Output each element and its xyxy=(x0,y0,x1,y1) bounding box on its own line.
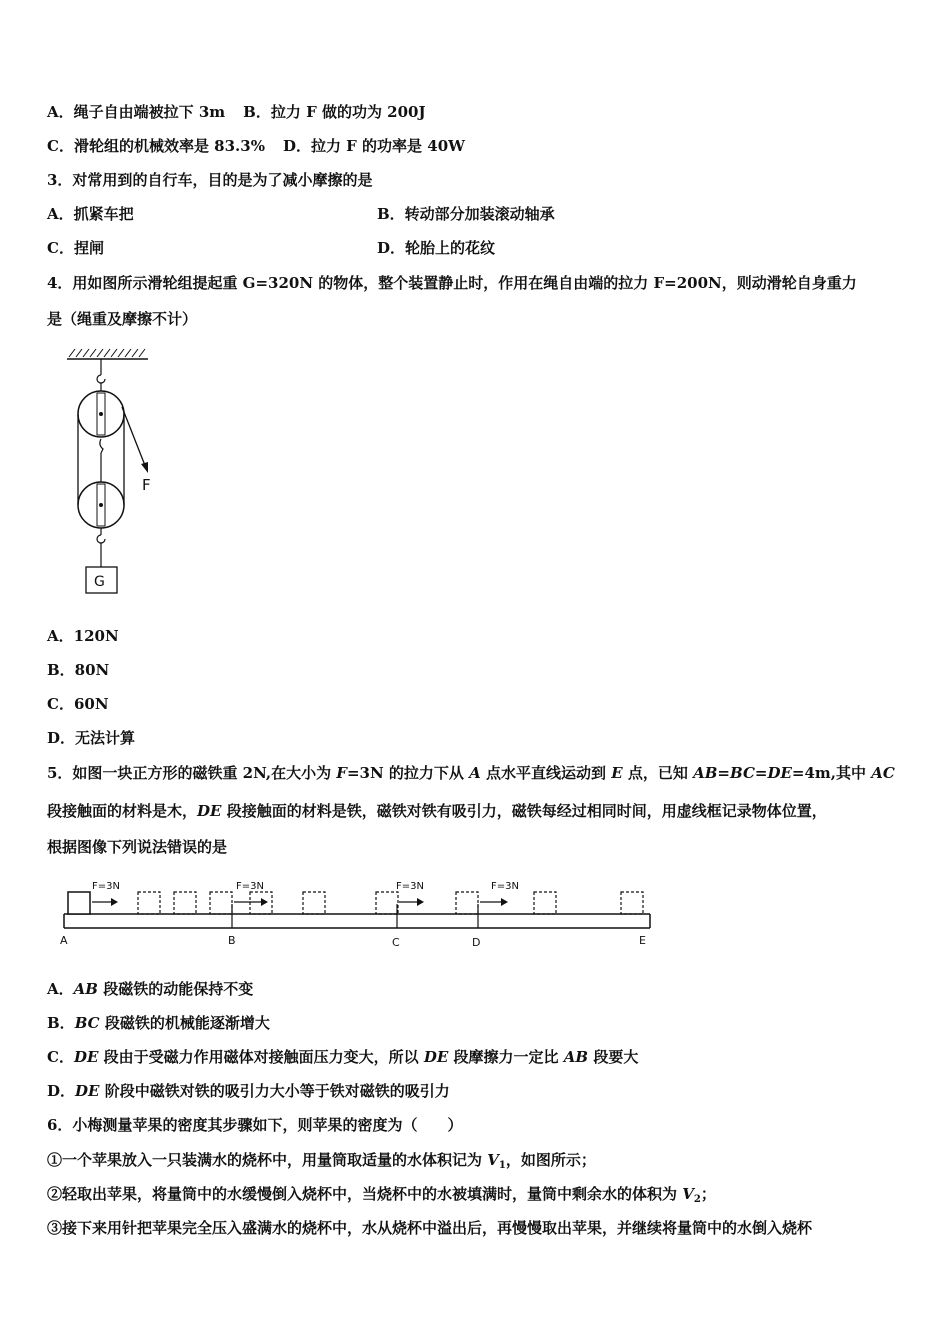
q4-option-b: B．80N xyxy=(47,661,110,679)
force-label-4: F=3N xyxy=(491,881,519,892)
q6-step-1: ①一个苹果放入一只装满水的烧杯中，用量筒取适量的水体积记为 $V_1$，如图所示； xyxy=(47,1151,596,1171)
pulley-force-label: F xyxy=(142,476,151,494)
q3-option-b: B．转动部分加装滚动轴承 xyxy=(377,205,555,223)
q2-option-a: A．绳子自由端被拉下 3m xyxy=(47,103,226,121)
q2-option-c: C．滑轮组的机械效率是 83.3% xyxy=(47,137,265,155)
force-label-2: F=3N xyxy=(236,881,264,892)
q5-stem-line2: 段接触面的材料是木，DE 段接触面的材料是铁，磁铁对铁有吸引力，磁铁每经过相同时间，用虚线框记录物体位置， xyxy=(47,802,827,820)
q5-option-a: A．AB 段磁铁的动能保持不变 xyxy=(47,980,254,998)
q3-stem: 3．对常用到的自行车，目的是为了减小摩擦的是 xyxy=(47,171,373,189)
q2-option-a-b-row xyxy=(47,102,426,122)
q5-option-d: D．DE 阶段中磁铁对铁的吸引力大小等于铁对磁铁的吸引力 xyxy=(47,1082,450,1100)
q4-option-a: A．120N xyxy=(47,627,119,645)
force-label-3: F=3N xyxy=(396,881,424,892)
arrow-icon xyxy=(111,898,118,906)
q2-option-b: B．拉力 F 做的功为 200J xyxy=(243,103,426,121)
arrow-icon xyxy=(501,898,508,906)
q4-option-c: C．60N xyxy=(47,695,109,713)
magnet-track-figure xyxy=(58,874,660,956)
q5-option-c: C．DE 段由于受磁力作用磁体对接触面压力变大，所以 DE 段摩擦力一定比 AB 段要大 xyxy=(47,1048,639,1066)
q2-option-d: D．拉力 F 的功率是 40W xyxy=(282,137,465,155)
magnet-block xyxy=(68,892,90,914)
q3-option-d: D．轮胎上的花纹 xyxy=(377,239,496,257)
pulley-figure xyxy=(55,345,165,600)
q5-stem-line1: 5．如图一块正方形的磁铁重 2N,在大小为 F=3N 的拉力下从 A 点水平直线运动到 E 点，已知 AB=BC=DE=4m,其中 AC xyxy=(47,764,895,782)
point-label-d: D xyxy=(472,936,481,949)
q5-option-b: B．BC 段磁铁的机械能逐渐增大 xyxy=(47,1014,270,1032)
point-label-c: C xyxy=(392,936,400,949)
q3-option-a: A．抓紧车把 xyxy=(47,205,134,223)
q6-step-3: ③接下来用针把苹果完全压入盛满水的烧杯中，水从烧杯中溢出后，再慢慢取出苹果，并继续将量筒中的水倒入烧杯 xyxy=(47,1219,813,1237)
q3-option-c: C．捏闸 xyxy=(47,239,104,257)
arrow-icon xyxy=(417,898,424,906)
q5-stem-line3: 根据图像下列说法错误的是 xyxy=(47,838,228,856)
q6-stem: 6．小梅测量苹果的密度其步骤如下，则苹果的密度为（ ） xyxy=(47,1116,463,1134)
point-label-b: B xyxy=(228,934,236,947)
q4-stem-line1: 4．用如图所示滑轮组提起重 G=320N 的物体，整个装置静止时，作用在绳自由端的拉力 F=200N，则动滑轮自身重力 xyxy=(47,274,857,292)
q4-option-d: D．无法计算 xyxy=(47,729,136,747)
force-label-1: F=3N xyxy=(92,881,120,892)
q6-step-2: ②轻取出苹果，将量筒中的水缓慢倒入烧杯中，当烧杯中的水被填满时，量筒中剩余水的体积为 $V_2$； xyxy=(47,1185,716,1205)
arrow-icon xyxy=(261,898,268,906)
force-arrow-icon xyxy=(141,462,148,473)
q2-option-c-d-row xyxy=(47,136,465,156)
point-label-a: A xyxy=(60,934,68,947)
q4-stem-line2: 是（绳重及摩擦不计） xyxy=(47,310,198,328)
weight-label: G xyxy=(94,574,105,590)
point-label-e: E xyxy=(639,934,646,947)
